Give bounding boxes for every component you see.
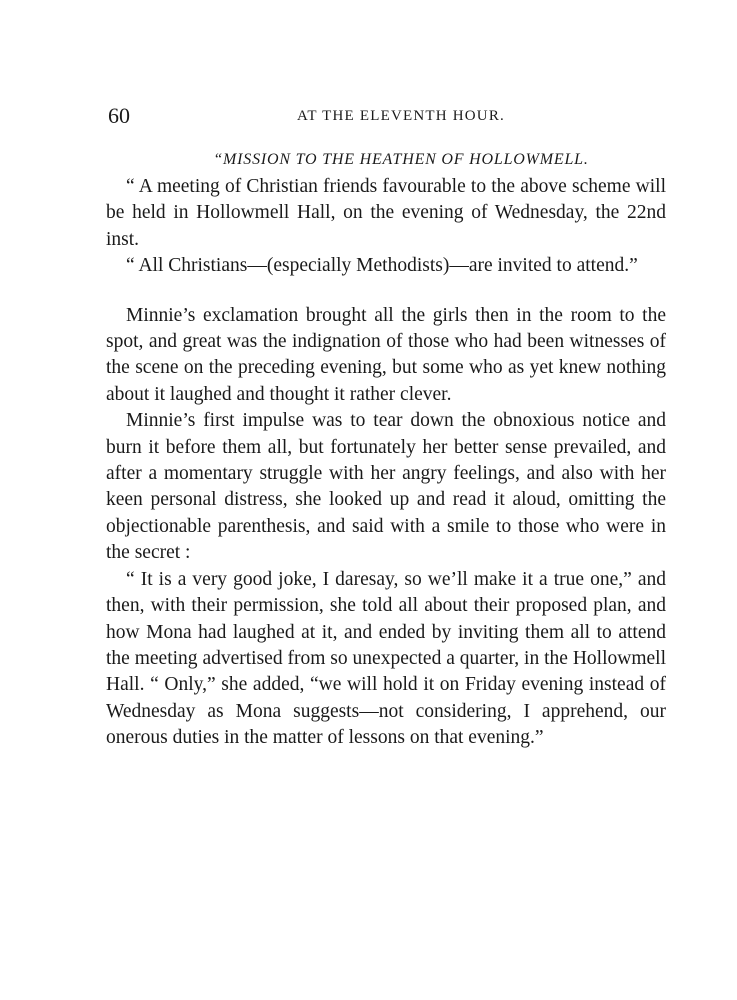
running-title: AT THE ELEVENTH HOUR. bbox=[297, 108, 505, 124]
notice-paragraph: “ All Christians—(especially Methodists)—are invited to attend.” bbox=[126, 255, 638, 277]
page-text bbox=[106, 146, 666, 752]
section-gap bbox=[106, 280, 666, 303]
notice-paragraph: “ A meeting of Christian friends favourable to the above scheme will be held in Hollowmell Hall, on the evening of Wednesday, the 22nd inst. bbox=[106, 176, 666, 250]
notice-title: “MISSION TO THE HEATHEN OF HOLLOWMELL. bbox=[213, 151, 589, 168]
body-paragraph: Minnie’s first impulse was to tear down the obnoxious notice and burn it before them all, but fortunately her better sense prevailed, and after a momentary struggle with her angry feelings, and also with her keen personal distress, she looked up and read it aloud, omitting the objectionable parenthesis, and said with a smile to those who were in the secret : bbox=[106, 410, 666, 564]
page-number: 60 bbox=[108, 103, 130, 128]
body-paragraph: Minnie’s exclamation brought all the girls then in the room to the spot, and great was the indignation of those who had been witnesses of the scene on the preceding evening, but some who as yet knew nothing about it laughed and thought it rather clever. bbox=[106, 304, 666, 405]
page-header bbox=[108, 100, 664, 132]
body-paragraph: “ It is a very good joke, I daresay, so we’ll make it a true one,” and then, with their permission, she told all about their proposed plan, and how Mona had laughed at it, and ended by inviting them all to attend the meeting advertised from so unexpected a quarter, in the Hollowmell Hall. “ Only,” she added, “we will hold it on Friday evening instead of Wednesday as Mona suggests—not considering, I apprehend, our onerous duties in the matter of lessons on that evening.” bbox=[106, 568, 666, 749]
